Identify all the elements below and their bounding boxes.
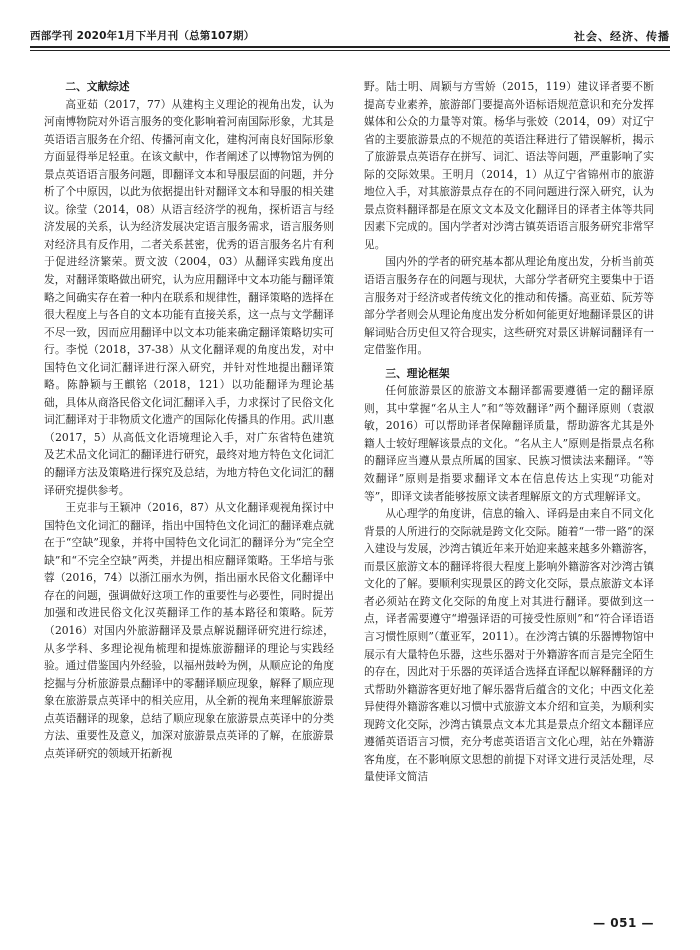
section-title: 社会、经济、传播 [574, 30, 670, 43]
body-paragraph: 王克非与王颖冲（2016，87）从文化翻译观视角探讨中国特色文化词汇的翻译，指出中国特色文化词汇的翻译难点就在于“空缺”现象，并将中国特色文化词汇的翻译分为“完全空缺”和“不完全空缺”两类，并提出相应翻译策略。王华培与张蓉（2016，74）以浙江丽水为例，指出丽水民俗文化翻译中存在的问题，强调做好这项工作的重要性与必要性，同时提出加强和改进民俗文化汉英翻译工作的基本路径和策略。阮芳（2016）对国内外旅游翻译及景点解说翻译研究进行综述，从多学科、多理论视角梳理和提炼旅游翻译的理论与实践经验。通过借鉴国内外经验，以福州鼓岭为例，从顺应论的角度挖掘与分析旅游景点翻译中的零翻译顺应现象，解释了顺应现象在旅游景点英译中的相关应用，从全新的视角来理解旅游景点英语翻译的现象，总结了顺应现象在旅游景点英译中的分类方法、重要性及意义，加深对旅游景点英译的了解，在旅游景点英译研究的领域开拓新视 [44, 501, 334, 760]
body-paragraph-continued: 野。陆士明、周颖与方雪娇（2015，119）建议译者要不断提高专业素养，旅游部门要提高外语标语规范意识和充分发挥媒体和公众的力量等对策。杨华与张姣（2014，09）对辽宁省的主要旅游景点的不规范的英语注释进行了错误解析，揭示了旅游景点英语存在拼写、词汇、语法等问题，严重影响了实际的交际效果。王明月（2014，1）从辽宁省锦州市的旅游地位入手，对其旅游景点存在的不同问题进行深入研究，认为景点资料翻译都是在原文文本及文化翻译目的译者主体等共同因素下完成的。国内学者对沙湾古镇英语语言服务研究非常罕见。 [364, 80, 654, 251]
body-paragraph: 国内外的学者的研究基本都从理论角度出发，分析当前英语语言服务存在的问题与现状，大部分学者研究主要集中于语言服务对于经济或者传统文化的推动和传播。高亚茹、阮芳等部分学者则会从理论角度出发分析如何能更好地翻译景区的讲解词贴合历史但又符合现实，这些研究对景区讲解词翻译有一定借鉴作用。 [364, 255, 654, 357]
running-header [30, 26, 670, 44]
section-heading-theoretical-framework: 三、理论框架 [385, 366, 450, 380]
section-heading-literature-review: 二、文献综述 [65, 80, 130, 93]
body-paragraph: 从心理学的角度讲，信息的输入、译码是由来自不同文化背景的人所进行的交际就是跨文化交际。随着“一带一路”的深入建设与发展，沙湾古镇近年来开始迎来越来越多外籍游客，而景区旅游文本的翻译将很大程度上影响外籍游客对沙湾古镇文化的了解。要顺利实现景区的跨文化交际，景点旅游文本译者必须站在跨文化交际的角度上对其进行翻译。要做到这一点，译者需要遵守“增强译语的可接受性原则”和“符合译语语言习惯性原则”（董亚军，2011）。在沙湾古镇的乐器博物馆中展示有大量特色乐器，这些乐器对于外籍游客而言是完全陌生的存在，因此对于乐器的英译适合选择直译配以解释翻译的方式帮助外籍游客更好地了解乐器背后蕴含的文化；中西文化差异使得外籍游客难以习惯中式旅游文本介绍和宣美，为顺利实现跨文化交际，沙湾古镇景点文本尤其是景点介绍文本翻译应遵循英语语言习惯，充分考虑英语语言文化心理，站在外籍游客角度，在不影响原文思想的前提下对译文进行灵活处理，尽量使译文简洁 [364, 507, 654, 784]
body-paragraph: 高亚茹（2017，77）从建构主义理论的视角出发，认为河南博物院对外语言服务的变化影响着河南国际形象，尤其是英语语言服务在介绍、传播河南文化，建构河南良好国际形象方面显得举足轻重。在该文献中，作者阐述了以博物馆为例的景点英语语言服务问题，即翻译文本和导服层面的问题，并分析了个中原因，以此为依据提出针对翻译文本和导服的相关建议。徐莹（2014，08）从语言经济学的视角，探析语言与经济发展的关系，认为经济发展决定语言服务需求，语言服务则对经济具有反作用，二者关系甚密，优秀的语言服务名片有利于促进经济繁荣。贾文波（2004，03）从翻译实践角度出发，对翻译策略做出研究，认为应用翻译中文本功能与翻译策略之间确实存在着一种内在联系和规律性，翻译策略的选择在很大程度上与各自的文本功能有直接关系，这一点与文学翻译不尽一致，因而应用翻译中以文本功能来确定翻译策略切实可行。李悦（2018，37-38）从文化翻译观的角度出发，对中国特色文化词汇翻译进行深入研究，并针对性地提出翻译策略。陈静颖与王麒铭（2018，121）以功能翻译为理论基础，具体从商洛民俗文化词汇翻译入手，力求探讨了民俗文化词汇翻译对于非物质文化遗产的国际化传播具的作用。武川惠（2017，5）从高低文化语境理论入手，对广东省特色建筑及艺术品文化词汇的翻译进行研究，最终对地方特色文化词汇的翻译方法及策略进行探究及总结，为地方特色文化词汇的翻译研究提供参考。 [44, 97, 334, 497]
right-column [364, 78, 654, 786]
body-paragraph: 任何旅游景区的旅游文本翻译都需要遵循一定的翻译原则，其中掌握“名从主人”和“等效翻译”两个翻译原则（袁淑敏，2016）可以帮助译者保障翻译质量，帮助游客尤其是外籍人士较好理解该景点的文化。“名从主人”原则是指景点名称的翻译应当遵从景点所属的国家、民族习惯读法来翻译。“等效翻译”原则是指要求翻译文本在信息传达上实现“功能对等”，即译文读者能够按原文读者理解原文的方式理解译文。 [364, 384, 654, 503]
header-rule-thick [30, 46, 670, 48]
page-number: — 051 — [593, 916, 654, 930]
journal-info: 西部学刊 2020年1月下半月刊（总第107期） [30, 30, 255, 42]
left-column [44, 78, 334, 762]
header-rule-thin [30, 50, 670, 51]
